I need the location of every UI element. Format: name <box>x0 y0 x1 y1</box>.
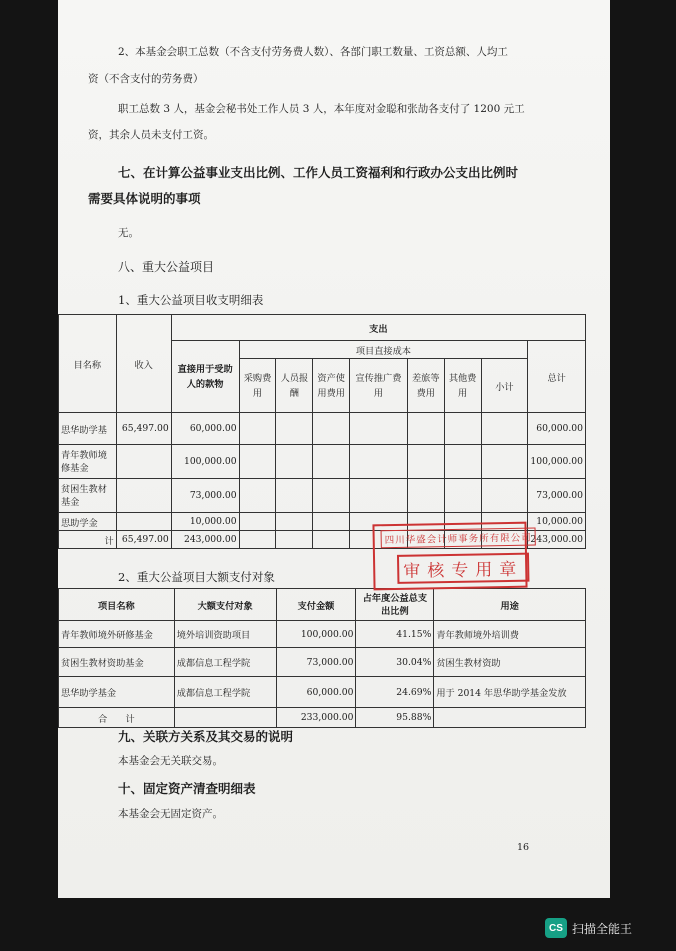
row-direct: 10,000.00 <box>171 513 239 531</box>
camscanner-app-name: 扫描全能王 <box>572 921 633 936</box>
header-payment-target: 大额支付对象 <box>174 589 276 621</box>
camscanner-watermark <box>545 916 632 940</box>
row-income <box>116 513 171 531</box>
row-amount: 233,000.00 <box>276 708 356 728</box>
row-target: 成都信息工程学院 <box>174 677 276 708</box>
row-direct: 100,000.00 <box>171 445 239 479</box>
row-total: 60,000.00 <box>528 413 586 445</box>
paragraph-10: 本基金会无固定资产。 <box>118 808 223 820</box>
row-target: 成都信息工程学院 <box>174 648 276 677</box>
heading-10: 十、固定资产清查明细表 <box>118 781 256 796</box>
paragraph-2-line2: 资（不含支付的劳务费） <box>88 73 204 85</box>
row-purpose: 贫困生教材资助 <box>434 648 586 677</box>
row-amount: 60,000.00 <box>276 677 356 708</box>
row-income <box>116 479 171 513</box>
row-ratio: 30.04% <box>356 648 434 677</box>
row-name: 思华助学基金 <box>59 677 175 708</box>
header-direct-to-beneficiary: 直接用于受助人的款物 <box>171 341 239 413</box>
table-total-row <box>59 708 586 728</box>
camscanner-logo-icon: CS <box>545 918 567 938</box>
header-expense: 支出 <box>171 315 585 341</box>
header-payment-amount: 支付金额 <box>276 589 356 621</box>
row-name: 思助学金 <box>59 513 117 531</box>
row-ratio: 24.69% <box>356 677 434 708</box>
row-name: 计 <box>59 531 117 549</box>
header-total: 总计 <box>528 341 586 413</box>
row-purpose <box>434 708 586 728</box>
row-name: 思华助学基 <box>59 413 117 445</box>
paragraph-3-line1: 职工总数 3 人，基金会秘书处工作人员 3 人，本年度对金聪和张劼各支付了 1200 元工 <box>118 103 525 115</box>
stamp-title-text: 审核专用章 <box>397 553 529 584</box>
row-total: 243,000.00 <box>528 531 586 549</box>
header-promotion: 宣传推广费用 <box>350 359 408 413</box>
row-name: 青年教师境修基金 <box>59 445 117 479</box>
header-subtotal: 小计 <box>481 359 528 413</box>
row-purpose: 青年教师境外培训费 <box>434 621 586 648</box>
stamp-company-text: 四川华盛会计师事务所有限公司 <box>381 528 536 549</box>
row-total: 73,000.00 <box>528 479 586 513</box>
none-text: 无。 <box>118 227 139 239</box>
header-project-name: 目名称 <box>59 315 117 413</box>
audit-stamp <box>372 522 532 591</box>
paragraph-3-line2: 资，其余人员未支付工资。 <box>88 129 214 141</box>
row-income: 65,497.00 <box>116 413 171 445</box>
row-total: 100,000.00 <box>528 445 586 479</box>
row-income: 65,497.00 <box>116 531 171 549</box>
table-row <box>59 677 586 708</box>
row-name: 贫困生教材资助基金 <box>59 648 175 677</box>
row-ratio: 95.88% <box>356 708 434 728</box>
row-target: 境外培训资助项目 <box>174 621 276 648</box>
row-income <box>116 445 171 479</box>
row-name: 贫困生教材基金 <box>59 479 117 513</box>
table-row <box>59 648 586 677</box>
row-amount: 100,000.00 <box>276 621 356 648</box>
header-income: 收入 <box>116 315 171 413</box>
subheading-2: 2、重大公益项目大额支付对象 <box>118 570 275 584</box>
heading-7-line2: 需要具体说明的事项 <box>88 191 201 206</box>
header-project-direct-cost: 项目直接成本 <box>239 341 528 359</box>
header-ratio: 占年度公益总支出比例 <box>356 589 434 621</box>
header-purchase: 采购费用 <box>239 359 276 413</box>
row-target <box>174 708 276 728</box>
table-row <box>59 445 586 479</box>
paragraph-9: 本基金会无关联交易。 <box>118 755 223 767</box>
row-name: 青年教师境外研修基金 <box>59 621 175 648</box>
header-project-name: 项目名称 <box>59 589 175 621</box>
row-purpose: 用于 2014 年思华助学基金发放 <box>434 677 586 708</box>
row-direct: 60,000.00 <box>171 413 239 445</box>
table-row <box>59 621 586 648</box>
header-purpose: 用途 <box>434 589 586 621</box>
row-amount: 73,000.00 <box>276 648 356 677</box>
page-number: 16 <box>517 842 530 853</box>
paragraph-2-line1: 2、本基金会职工总数（不含支付劳务费人数）、各部门职工数量、工资总额、人均工 <box>118 46 508 58</box>
header-other: 其他费用 <box>444 359 481 413</box>
row-total: 10,000.00 <box>528 513 586 531</box>
table-row <box>59 479 586 513</box>
heading-7-line1: 七、在计算公益事业支出比例、工作人员工资福利和行政办公支出比例时 <box>118 165 519 180</box>
table-row <box>59 413 586 445</box>
header-personnel: 人员报酬 <box>276 359 313 413</box>
row-direct: 73,000.00 <box>171 479 239 513</box>
header-asset-use: 资产使用费用 <box>313 359 350 413</box>
row-name: 合 计 <box>59 708 175 728</box>
row-direct: 243,000.00 <box>171 531 239 549</box>
header-travel: 差旅等费用 <box>407 359 444 413</box>
heading-8: 八、重大公益项目 <box>118 260 215 274</box>
major-projects-income-expense-table <box>58 314 586 549</box>
large-payment-targets-table <box>58 588 586 728</box>
subheading-1: 1、重大公益项目收支明细表 <box>118 293 264 307</box>
heading-9: 九、关联方关系及其交易的说明 <box>118 729 294 744</box>
row-ratio: 41.15% <box>356 621 434 648</box>
